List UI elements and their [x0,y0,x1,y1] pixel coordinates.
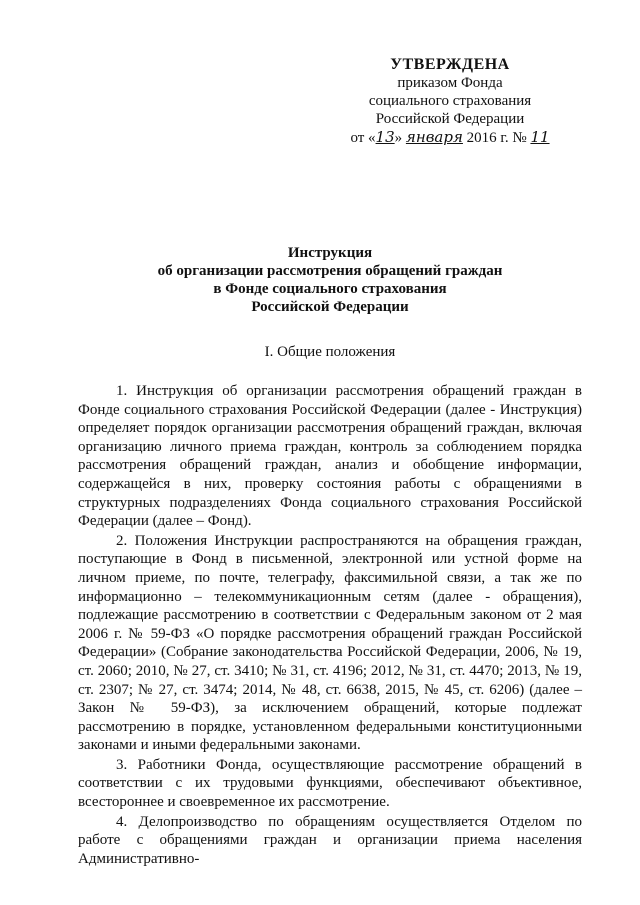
approval-stamp [300,56,600,147]
paragraph: 1. Инструкция об организации рассмотрения обращений граждан в Фонде социального страхования Российской Федерации (далее - Инструкция) определяет порядок организации рассмотрения обращений граждан, включая организацию личного приема граждан, контроль за соблюдением порядка рассмотрения обращений граждан, анализ и обобщение информации, содержащейся в них, проверку состояния работы с обращениями в структурных подразделениях Фонда социального страхования Российской Федерации (далее – Фонд). [78,383,582,530]
section-heading: I. Общие положения [264,344,396,360]
handwritten-month: января [405,128,463,146]
document-body [78,382,582,869]
approval-title: УТВЕРЖДЕНА [390,56,510,73]
paragraph: 3. Работники Фонда, осуществляющие рассмотрение обращений в соответствии с их трудовыми функциями, обеспечивают объективное, всестороннее и своевременное их рассмотрение. [78,756,582,811]
handwritten-day: 13 [375,128,395,146]
document-title: Инструкция об организации рассмотрения обращений граждан в Фонде социального страхования Российской Федерации [157,245,503,315]
approval-line: Российской Федерации [375,111,525,127]
approval-date: от «13» января 2016 г. № 11 [350,128,550,146]
approval-line: социального страхования [368,93,532,109]
approval-line: приказом Фонда [397,75,503,91]
handwritten-number: 11 [530,128,550,146]
paragraph: 4. Делопроизводство по обращениям осуществляется Отделом по работе с обращениями граждан и организации приема населения Административно- [78,813,582,867]
paragraph: 2. Положения Инструкции распространяются на обращения граждан, поступающие в Фонд в письменной, электронной или устной форме на личном приеме, по почте, телеграфу, факсимильной связи, а так же по информационно – телекоммуникационным сетям (далее - обращения), подлежащие рассмотрению в соответствии с Федеральным законом от 2 мая 2006 г. № 59-ФЗ «О порядке рассмотрения обращений граждан Российской Федерации» (Собрание законодательства Российской Федерации, 2006, № 19, ст. 2060; 2010, № 27, ст. 3410; № 31, ст. 4196; 2012, № 31, ст. 4470; 2013, № 19, ст. 2307; № 27, ст. 3474; 2014, № 48, ст. 6638, 2015, № 45, ст. 6206) (далее – Закон № 59-ФЗ), за исключением обращений, которые подлежат рассмотрению в порядке, установленном федеральными конституционными законами и иными федеральными законами. [78,532,582,754]
